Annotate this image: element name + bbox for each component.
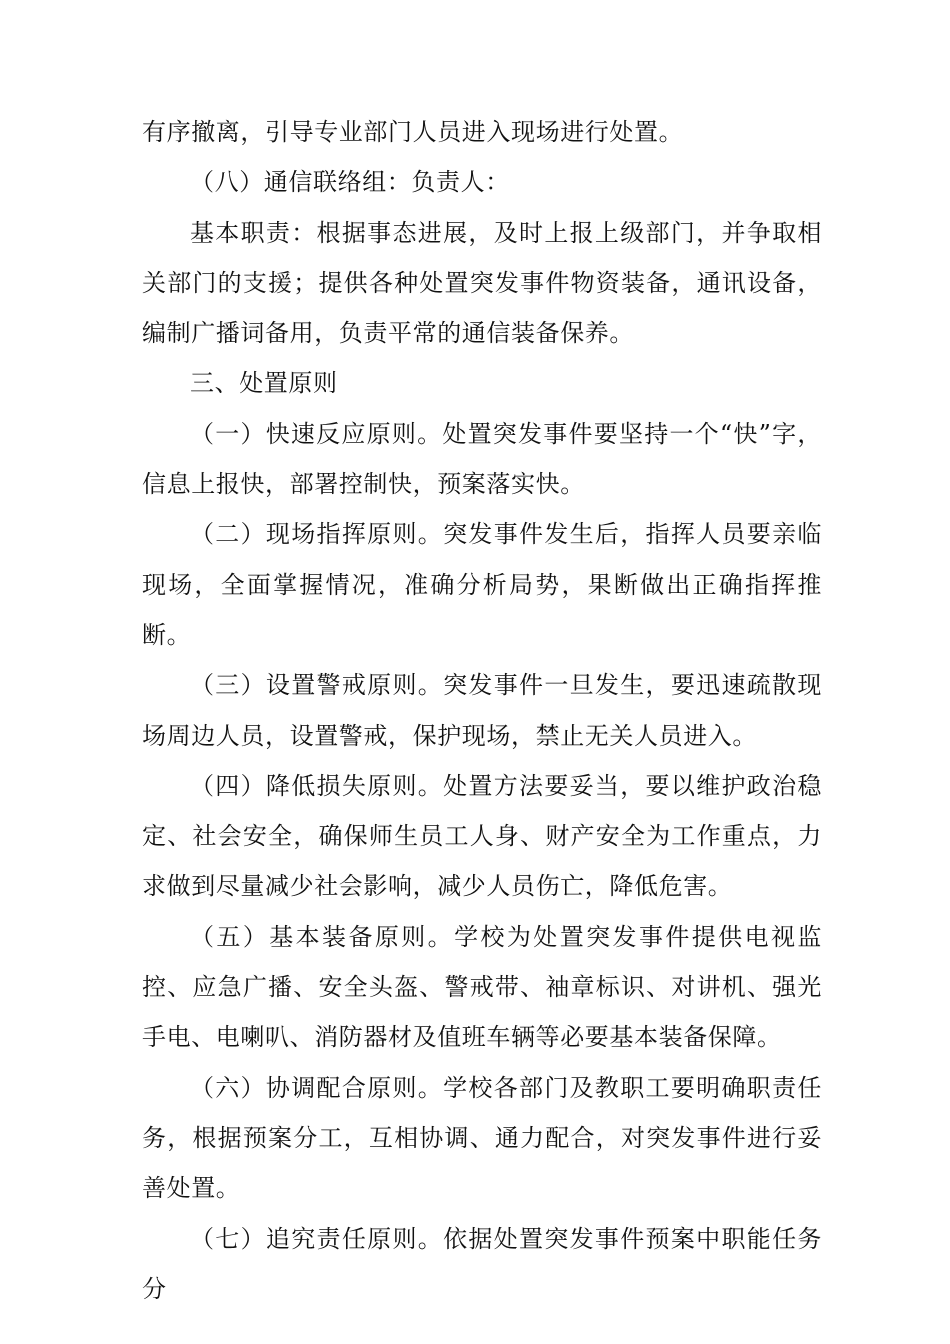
document-body — [142, 107, 822, 1314]
paragraph-comm-group-duties: 基本职责：根据事态进展，及时上报上级部门，并争取相关部门的支援；提供各种处置突发事件物资装备，通讯设备，编制广播词备用，负责平常的通信装备保养。 — [142, 218, 822, 348]
paragraph-comm-group-heading: （八）通信联络组：负责人： — [190, 168, 510, 197]
paragraph-principle-7: （七）追究责任原则。依据处置突发事件预案中职能任务分 — [142, 1224, 822, 1303]
paragraph-principle-2: （二）现场指挥原则。突发事件发生后，指挥人员要亲临现场，全面掌握情况，准确分析局势，果断做出正确指挥推断。 — [142, 520, 822, 649]
paragraph-principle-6: （六）协调配合原则。学校各部门及教职工要明确职责任务，根据预案分工，互相协调、通力配合，对突发事件进行妥善处置。 — [142, 1073, 822, 1203]
paragraph-principle-3: （三）设置警戒原则。突发事件一旦发生，要迅速疏散现场周边人员，设置警戒，保护现场，禁止无关人员进入。 — [142, 671, 822, 750]
paragraph-principle-4: （四）降低损失原则。处置方法要妥当，要以维护政治稳定、社会安全，确保师生员工人身、财产安全为工作重点，力求做到尽量减少社会影响，减少人员伤亡，降低危害。 — [142, 771, 822, 901]
paragraph-principle-5: （五）基本装备原则。学校为处置突发事件提供电视监控、应急广播、安全头盔、警戒带、袖章标识、对讲机、强光手电、电喇叭、消防器材及值班车辆等必要基本装备保障。 — [142, 922, 822, 1052]
paragraph-continuation: 有序撤离，引导专业部门人员进入现场进行处置。 — [142, 118, 684, 146]
paragraph-principle-1: （一）快速反应原则。处置突发事件要坚持一个“快”字，信息上报快，部署控制快，预案落实快。 — [142, 419, 822, 499]
section-heading-principles: 三、处置原则 — [190, 369, 338, 398]
